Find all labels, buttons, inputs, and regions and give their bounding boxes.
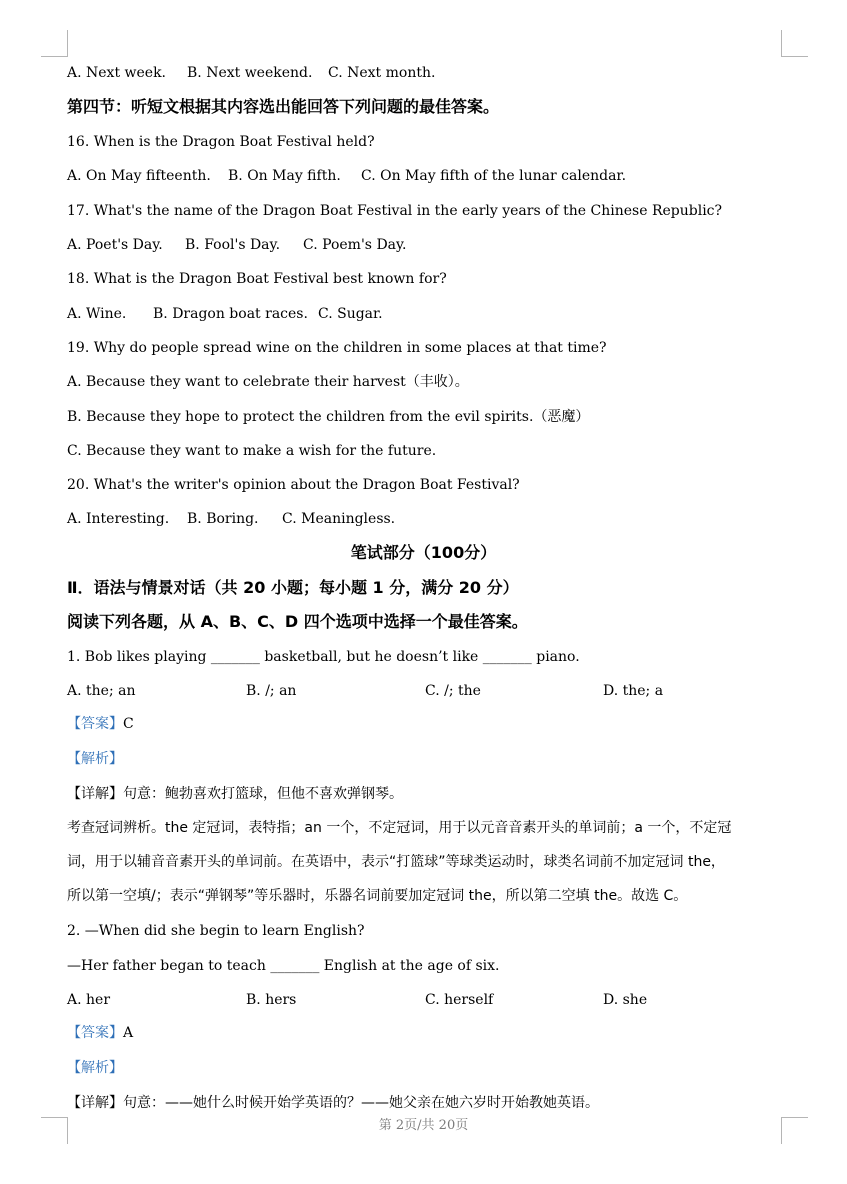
g1-explanation-3: 所以第一空填/；表示“弹钢琴”等乐器时，乐器名词前要加定冠词 the，所以第二空填 the。故选 C。	[67, 888, 688, 904]
g1-explanation-2: 词，用于以辅音音素开头的单词前。在英语中，表示“打篮球”等球类运动时，球类名词前不加定冠词 the，	[67, 854, 725, 870]
detail-tag: 【详解】	[67, 1095, 123, 1111]
q18-option-b: B. Dragon boat races.	[153, 306, 308, 322]
g2-option-a: A. her	[67, 992, 111, 1008]
g1-detail-line	[67, 785, 403, 803]
q15-option-a: A. Next week.	[67, 65, 167, 81]
q18-stem: 18. What is the Dragon Boat Festival best known for?	[67, 271, 447, 287]
detail-text: 句意：鲍勃喜欢打篮球，但他不喜欢弹钢琴。	[123, 786, 403, 802]
q16-option-c: C. On May fifth of the lunar calendar.	[361, 168, 627, 184]
detail-text: 句意：——她什么时候开始学英语的？——她父亲在她六岁时开始教她英语。	[123, 1095, 599, 1111]
g2-answer-line	[67, 1024, 133, 1042]
answer-tag: 【答案】	[67, 1025, 123, 1041]
section4-heading: 第四节：听短文根据其内容选出能回答下列问题的最佳答案。	[67, 97, 500, 116]
q19-stem: 19. Why do people spread wine on the children in some places at that time?	[67, 340, 607, 356]
q16-stem: 16. When is the Dragon Boat Festival held?	[67, 134, 375, 150]
g2-detail-line	[67, 1094, 599, 1112]
q20-option-a: A. Interesting.	[67, 511, 170, 527]
crop-mark-top-right	[781, 30, 808, 57]
analysis-tag: 【解析】	[67, 751, 123, 767]
q20-stem: 20. What's the writer's opinion about the Dragon Boat Festival?	[67, 477, 520, 493]
g1-stem: 1. Bob likes playing _______ basketball, but he doesn’t like _______ piano.	[67, 649, 580, 665]
part2-instruction: 阅读下列各题，从 A、B、C、D 四个选项中选择一个最佳答案。	[67, 612, 528, 631]
g2-option-c: C. herself	[425, 992, 494, 1008]
q18-option-c: C. Sugar.	[318, 306, 383, 322]
g2-stem-2: —Her father began to teach _______ English at the age of six.	[67, 958, 500, 974]
g2-stem: 2. —When did she begin to learn English?	[67, 923, 365, 939]
q19-option-c: C. Because they want to make a wish for the future.	[67, 443, 437, 459]
q17-stem: 17. What's the name of the Dragon Boat Festival in the early years of the Chinese Republic?	[67, 203, 723, 219]
g1-option-b: B. /; an	[246, 683, 297, 699]
q20-option-b: B. Boring.	[187, 511, 259, 527]
q16-option-a: A. On May fifteenth.	[67, 168, 211, 184]
g2-option-d: D. she	[603, 992, 648, 1008]
q19-option-a: A. Because they want to celebrate their harvest（丰收）。	[67, 374, 469, 390]
answer-value: C	[123, 716, 134, 732]
q17-option-c: C. Poem's Day.	[303, 237, 407, 253]
q17-option-a: A. Poet's Day.	[67, 237, 163, 253]
q17-option-b: B. Fool's Day.	[185, 237, 281, 253]
answer-value: A	[123, 1025, 134, 1041]
analysis-tag: 【解析】	[67, 1060, 123, 1076]
crop-mark-top-left	[41, 30, 68, 57]
q16-option-b: B. On May fifth.	[228, 168, 341, 184]
q15-option-b: B. Next weekend.	[187, 65, 313, 81]
detail-tag: 【详解】	[67, 786, 123, 802]
q19-option-b: B. Because they hope to protect the children from the evil spirits.（恶魔）	[67, 409, 590, 425]
q15-option-c: C. Next month.	[328, 65, 436, 81]
g2-option-b: B. hers	[246, 992, 297, 1008]
g1-option-a: A. the; an	[67, 683, 136, 699]
g1-option-c: C. /; the	[425, 683, 481, 699]
part2-heading: Ⅱ．语法与情景对话（共 20 小题；每小题 1 分，满分 20 分）	[67, 578, 519, 597]
written-part-title: 笔试部分（100分）	[350, 543, 497, 562]
page-footer: 第 2页/共 20页	[378, 1118, 469, 1133]
q20-option-c: C. Meaningless.	[282, 511, 396, 527]
q18-option-a: A. Wine.	[67, 306, 127, 322]
g1-option-d: D. the; a	[603, 683, 664, 699]
answer-tag: 【答案】	[67, 716, 123, 732]
g1-explanation-1: 考查冠词辨析。the 定冠词，表特指；an 一个，不定冠词，用于以元音音素开头的单词前；a 一个，不定冠	[67, 820, 732, 836]
g1-answer-line	[67, 715, 134, 733]
